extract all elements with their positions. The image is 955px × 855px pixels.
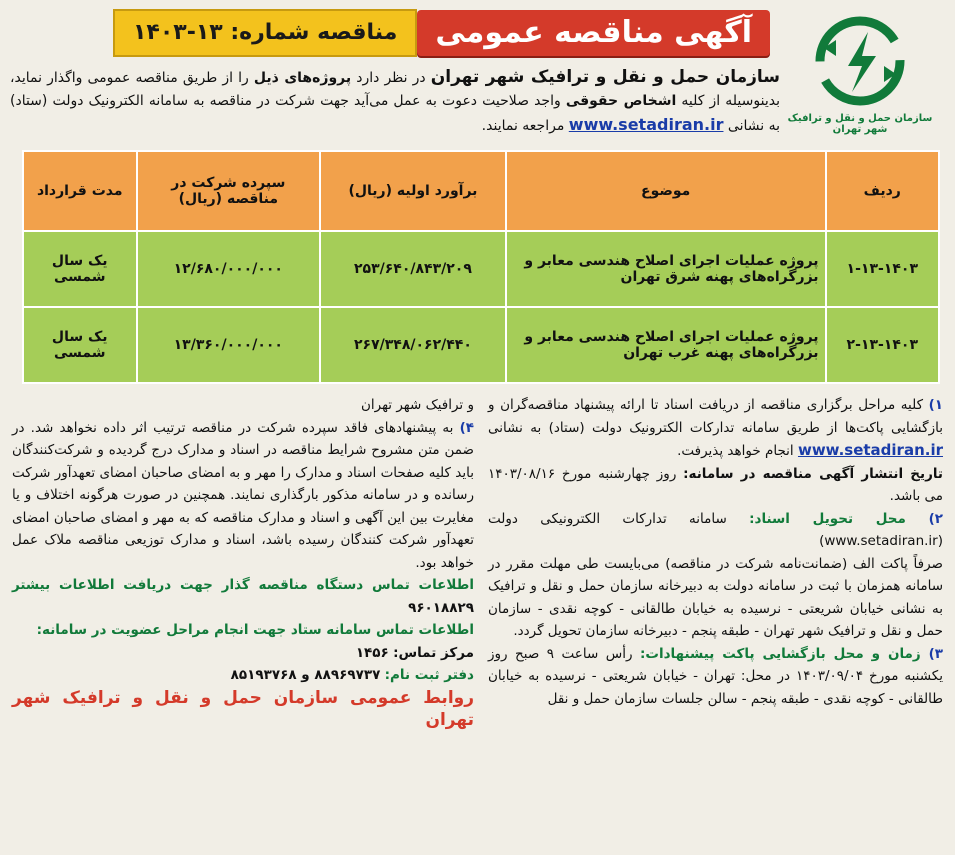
header-estimate: برآورد اولیه (ریال) xyxy=(320,151,506,231)
organization-logo xyxy=(785,14,935,139)
registration-office-label: دفتر ثبت نام: xyxy=(384,667,474,683)
contact-1-label: اطلاعات تماس دستگاه مناقصه گذار جهت دریافت اطلاعات بیشتر xyxy=(12,577,474,593)
contact-1 xyxy=(12,574,474,619)
header-deposit: سپرده شرکت در مناقصه (ریال) xyxy=(137,151,321,231)
table-row xyxy=(23,231,939,307)
tehran-transport-logo-icon xyxy=(785,14,935,109)
call-center-label: مرکز تماس: xyxy=(393,644,474,661)
publish-date xyxy=(488,463,943,508)
cell-estimate: ۲۵۳/۶۴۰/۸۴۳/۲۰۹ xyxy=(320,231,506,307)
clause-3-text: رأس ساعت ۹ صبح روز یکشنبه مورخ ۱۴۰۳/۰۹/۰۴ در محل: تهران - خیابان شریعتی - نرسیده به خیابان طالقانی - کوچه نقدی - طبقه پنجم - سالن جلسات سازمان حمل و نقل xyxy=(488,645,944,707)
organization-name: سازمان حمل و نقل و ترافیک شهر تهران xyxy=(430,67,780,87)
registration-office xyxy=(12,664,474,687)
cell-row-no: ۲-۱۳-۱۴۰۳ xyxy=(826,307,939,383)
cell-duration: یک سال شمسی xyxy=(23,231,137,307)
cell-subject: پروژه عملیات اجرای اصلاح هندسی معابر و بزرگراه‌های پهنه غرب تهران xyxy=(506,307,826,383)
header-banner xyxy=(40,8,770,58)
call-center-value: ۱۴۵۶ xyxy=(355,644,389,661)
clause-4-text: به پیشنهادهای فاقد سپرده شرکت در مناقصه ترتیب اثر داده نخواهد شد. در ضمن متن مشروح شرایط مناقصه در اسناد و مدارک درج گردیده و شرکت‌کنندگان باید کلیه صفحات اسناد و مدارک را مهر و به امضای صاحبان امضای تعهدآور شرکت رسانده و در سامانه مذکور بارگذاری نمایند. همچنین در صورت هرگونه اختلاف و یا مغایرت بین این آگهی و اسناد و مدارک مناقصه که به مهر و امضای صاحبان امضای تعهدآور شرکت کنندگان رسیده باشد، اسناد و مدارک توزیعی مناقصه ملاک عمل خواهد بود. xyxy=(12,419,474,571)
intro-text-2: را از طریق مناقصه عمومی واگذار نماید، بدینوسیله از کلیه xyxy=(10,70,780,109)
contact-2 xyxy=(12,619,474,642)
clause-1 xyxy=(488,394,943,463)
cell-deposit: ۱۲/۶۸۰/۰۰۰/۰۰۰ xyxy=(137,231,321,307)
intro-entity: اشخاص حقوقی xyxy=(565,93,677,109)
table-header-row xyxy=(23,151,939,231)
public-relations-footer: روابط عمومی سازمان حمل و نقل و ترافیک شهر تهران xyxy=(12,687,474,730)
header-duration: مدت قرارداد xyxy=(23,151,137,231)
clause-1-text: کلیه مراحل برگزاری مناقصه از دریافت اسناد تا ارائه پیشنهاد مناقصه‌گران و بازگشایی پاکت‌ها از طریق سامانه تدارکات الکترونیک دولت (ستاد) به نشانی xyxy=(488,397,943,436)
setad-link-2[interactable]: www.setadiran.ir xyxy=(797,441,943,459)
logo-caption: سازمان حمل و نقل و ترافیک شهر تهران xyxy=(787,113,933,135)
cell-row-no: ۱-۱۳-۱۴۰۳ xyxy=(826,231,939,307)
table-row xyxy=(23,307,939,383)
clause-2-number: ۲) xyxy=(928,510,943,527)
clause-2-label: محل تحویل اسناد: xyxy=(749,510,929,527)
clause-3-label: زمان و محل بازگشایی پاکت پیشنهادات: xyxy=(640,645,929,662)
contact-2-label: اطلاعات تماس سامانه ستاد جهت انجام مراحل عضویت در سامانه: xyxy=(36,622,474,638)
cell-subject: پروژه عملیات اجرای اصلاح هندسی معابر و بزرگراه‌های پهنه شرق تهران xyxy=(506,231,826,307)
clause-1-end: انجام خواهد پذیرفت. xyxy=(677,443,798,459)
intro-projects: پروژه‌های ذیل xyxy=(253,70,352,86)
clause-3-number: ۳) xyxy=(928,645,944,662)
intro-text-4: مراجعه نمایند. xyxy=(481,118,569,134)
clause-4-number: ۴) xyxy=(459,419,474,436)
publish-date-label: تاریخ انتشار آگهی مناقصه در سامانه: xyxy=(683,465,944,482)
cell-estimate: ۲۶۷/۳۴۸/۰۶۲/۴۴۰ xyxy=(320,307,506,383)
intro-paragraph xyxy=(10,66,780,138)
registration-office-value: ۸۸۹۶۹۷۳۷ و ۸۵۱۹۳۷۶۸ xyxy=(230,667,381,683)
clause-3 xyxy=(488,643,943,711)
intro-text-1: در نظر دارد xyxy=(351,70,431,86)
publish-date-text: روز چهارشنبه مورخ ۱۴۰۳/۰۸/۱۶ می باشد. xyxy=(488,465,943,504)
clause-4 xyxy=(12,417,474,575)
cell-deposit: ۱۳/۳۶۰/۰۰۰/۰۰۰ xyxy=(137,307,321,383)
setad-link[interactable]: www.setadiran.ir xyxy=(568,115,724,134)
right-column xyxy=(488,394,943,710)
tender-number: مناقصه شماره: ۱۳-۱۴۰۳ xyxy=(113,9,417,57)
notice-title: آگهی مناقصه عمومی xyxy=(417,10,770,56)
left-column xyxy=(12,394,474,732)
clause-2-body: صرفاً پاکت الف (ضمانت‌نامه شرکت در مناقصه) می‌بایست طی مهلت مقرر در سامانه همزمان با ثبت در سامانه دولت به دبیرخانه سازمان حمل و نقل و ترافیک به نشانی خیابان شریعتی - نرسیده به خیابان طالقانی - کوچه نقدی - سازمان حمل و نقل و ترافیک شهر تهران - طبقه پنجم - دبیرخانه سازمان تحویل گردد. xyxy=(488,555,943,639)
clause-3-continued: و ترافیک شهر تهران xyxy=(360,397,474,413)
clause-1-number: ۱) xyxy=(928,397,943,413)
header-subject: موضوع xyxy=(506,151,826,231)
tender-table xyxy=(22,150,940,384)
clause-2-text: سامانه تدارکات الکترونیکی دولت (www.setadiran.ir) xyxy=(488,510,943,549)
header-row-no: ردیف xyxy=(826,151,939,231)
call-center xyxy=(12,642,474,665)
cell-duration: یک سال شمسی xyxy=(23,307,137,383)
intro-text-3: واجد صلاحیت دعوت به عمل می‌آید جهت شرکت در مناقصه به سامانه الکترونیک دولت (ستاد) به نشانی xyxy=(10,93,780,134)
clause-2 xyxy=(488,508,943,553)
contact-1-value: ۹۶۰۱۸۸۲۹ xyxy=(408,599,474,616)
